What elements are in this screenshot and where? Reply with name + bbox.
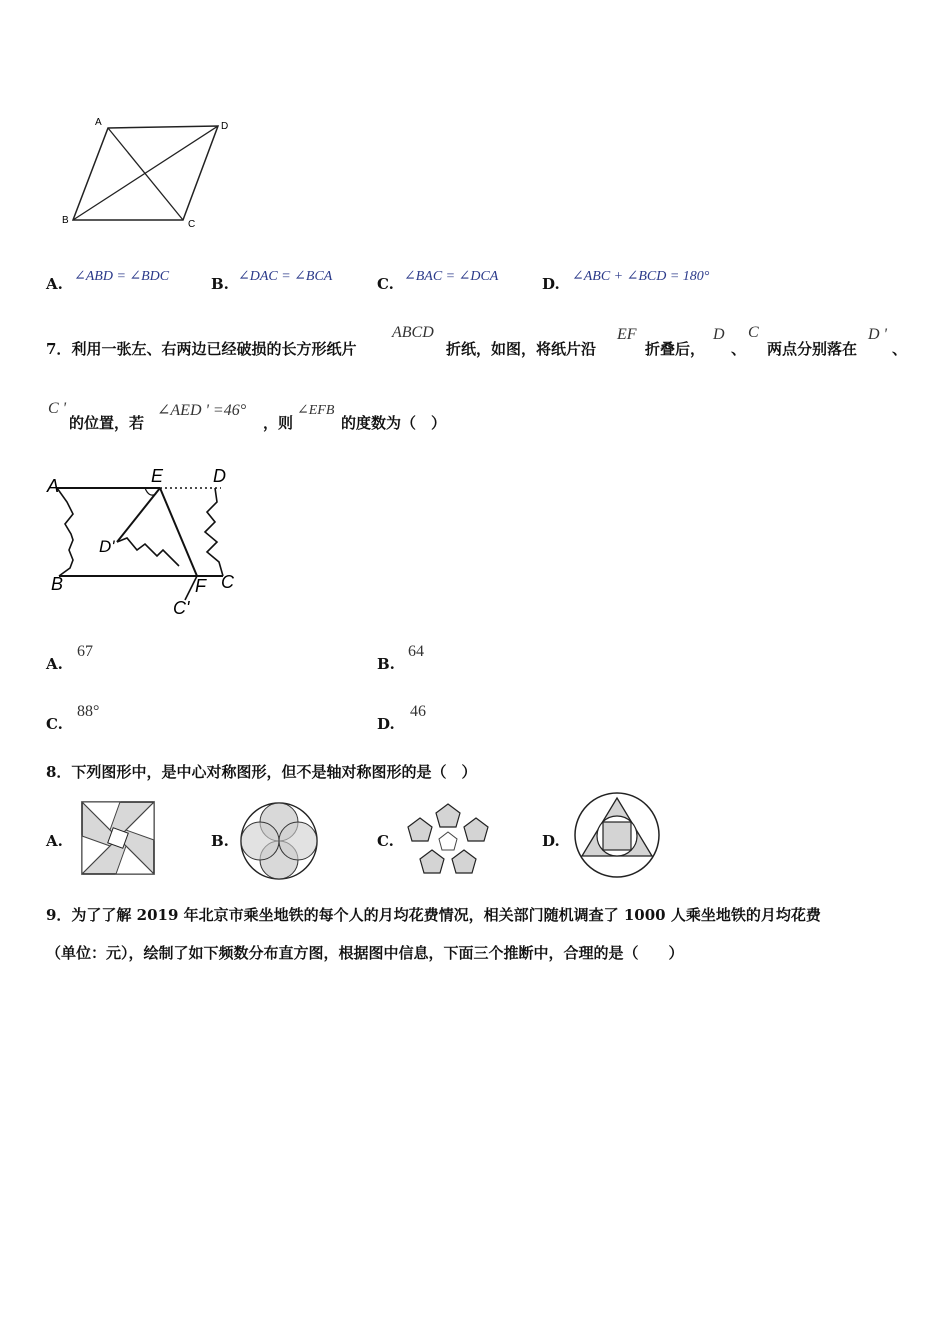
folded-paper-figure <box>45 462 245 622</box>
q7-text-2: 折纸，如图，将纸片沿 <box>446 340 597 358</box>
q6-option-d-expr: ∠ABC + ∠BCD = 180° <box>572 269 710 284</box>
diagonal-bd <box>73 126 218 220</box>
q7-option-a-value: 67 <box>77 643 93 660</box>
fig7-label-e: E <box>151 466 164 486</box>
q7-number: 7． <box>46 340 72 358</box>
q7-line1 <box>46 338 356 359</box>
pinwheel-square-icon <box>80 800 156 876</box>
q6-option-a[interactable] <box>46 275 63 293</box>
q6-option-a-expr: ∠ABD = ∠BDC <box>74 269 170 284</box>
q7-text-6: 、 <box>892 340 908 358</box>
fig7-label-d: D <box>213 466 226 486</box>
q7-option-c-value: 88° <box>77 703 100 720</box>
q8-option-a-letter: A. <box>46 832 63 850</box>
q6-option-c-expr: ∠BAC = ∠DCA <box>404 269 499 284</box>
q7-math-angle-aed: ∠AED ' =46° <box>157 402 247 419</box>
q7-option-b-letter: B. <box>377 655 395 673</box>
q6-option-d-letter: D. <box>542 275 560 293</box>
fig7-label-c: C <box>221 572 234 592</box>
q7-text-9: 的度数为（ ） <box>341 414 447 432</box>
q7-option-a-letter: A. <box>46 655 63 673</box>
fold-edge-ed <box>117 488 160 542</box>
q7-math-dprime: D ' <box>868 326 887 343</box>
label-c: C <box>188 219 196 230</box>
fig7-label-b: B <box>51 574 64 594</box>
q6-option-b-letter: B. <box>211 275 229 293</box>
right-torn-edge <box>205 488 223 576</box>
fig7-label-cprime: C' <box>173 598 190 618</box>
label-d: D <box>221 121 229 132</box>
q7-option-c-letter: C. <box>46 715 63 733</box>
folded-torn-edge <box>117 538 179 566</box>
fig7-label-dprime: D' <box>99 537 115 556</box>
q7-math-ef: EF <box>617 326 637 343</box>
q7-text-4: 、 <box>731 340 747 358</box>
q7-math-cprime: C ' <box>48 400 67 417</box>
q8-option-b-letter: B. <box>211 832 229 850</box>
q7-option-b-value: 64 <box>408 643 424 660</box>
q8-option-c[interactable] <box>377 832 394 850</box>
q7-text-8: ，则 <box>263 414 294 432</box>
label-b: B <box>62 215 69 226</box>
q7-math-angle-efb: ∠EFB <box>297 403 335 418</box>
fig7-label-f: F <box>195 576 206 596</box>
q7-option-d-value: 46 <box>410 703 426 720</box>
q6-option-a-letter: A. <box>46 275 63 293</box>
q7-math-d: D <box>713 326 725 343</box>
q6-option-c[interactable] <box>377 275 394 293</box>
diagonal-ac <box>108 128 183 220</box>
circle-triangle-square-icon <box>572 790 662 880</box>
fig7-label-a: A <box>47 476 60 496</box>
q8-option-c-letter: C. <box>377 832 394 850</box>
q8-option-d[interactable] <box>542 832 560 850</box>
q7-text-1: 利用一张左、右两边已经破损的长方形纸片 <box>71 340 357 358</box>
q7-option-d-letter: D. <box>377 715 395 733</box>
q6-option-c-letter: C. <box>377 275 394 293</box>
q8-option-b[interactable] <box>211 832 229 850</box>
q7-option-c[interactable] <box>46 715 63 733</box>
q7-option-a[interactable] <box>46 655 63 673</box>
q6-option-b-expr: ∠DAC = ∠BCA <box>238 269 333 284</box>
parallelogram-figure <box>55 110 245 235</box>
q7-option-d[interactable] <box>377 715 395 733</box>
q9-line1: 9．为了了解 2019 年北京市乘坐地铁的每个人的月均花费情况，相关部门随机调查了 1000 人乘坐地铁的月均花费 <box>46 906 821 924</box>
q7-text-5: 两点分别落在 <box>767 340 858 358</box>
q7-text-7: 的位置，若 <box>69 414 145 432</box>
label-a: A <box>95 117 102 128</box>
q8-option-a[interactable] <box>46 832 63 850</box>
five-pentagons-icon <box>406 800 490 880</box>
left-torn-edge <box>57 488 73 576</box>
q6-option-d[interactable] <box>542 275 560 293</box>
q7-math-c: C <box>748 324 759 341</box>
q7-math-abcd: ABCD <box>392 324 434 341</box>
q9-line2: （单位：元），绘制了如下频数分布直方图，根据图中信息，下面三个推断中，合理的是（ ） <box>46 944 684 962</box>
q6-option-b[interactable] <box>211 275 229 293</box>
q8-text: 8．下列图形中，是中心对称图形，但不是轴对称图形的是（ ） <box>46 763 477 781</box>
fold-line-ef <box>160 488 197 576</box>
q7-option-b[interactable] <box>377 655 395 673</box>
q8-option-d-letter: D. <box>542 832 560 850</box>
q7-text-3: 折叠后， <box>645 340 706 358</box>
four-petal-circle-icon <box>238 800 320 882</box>
